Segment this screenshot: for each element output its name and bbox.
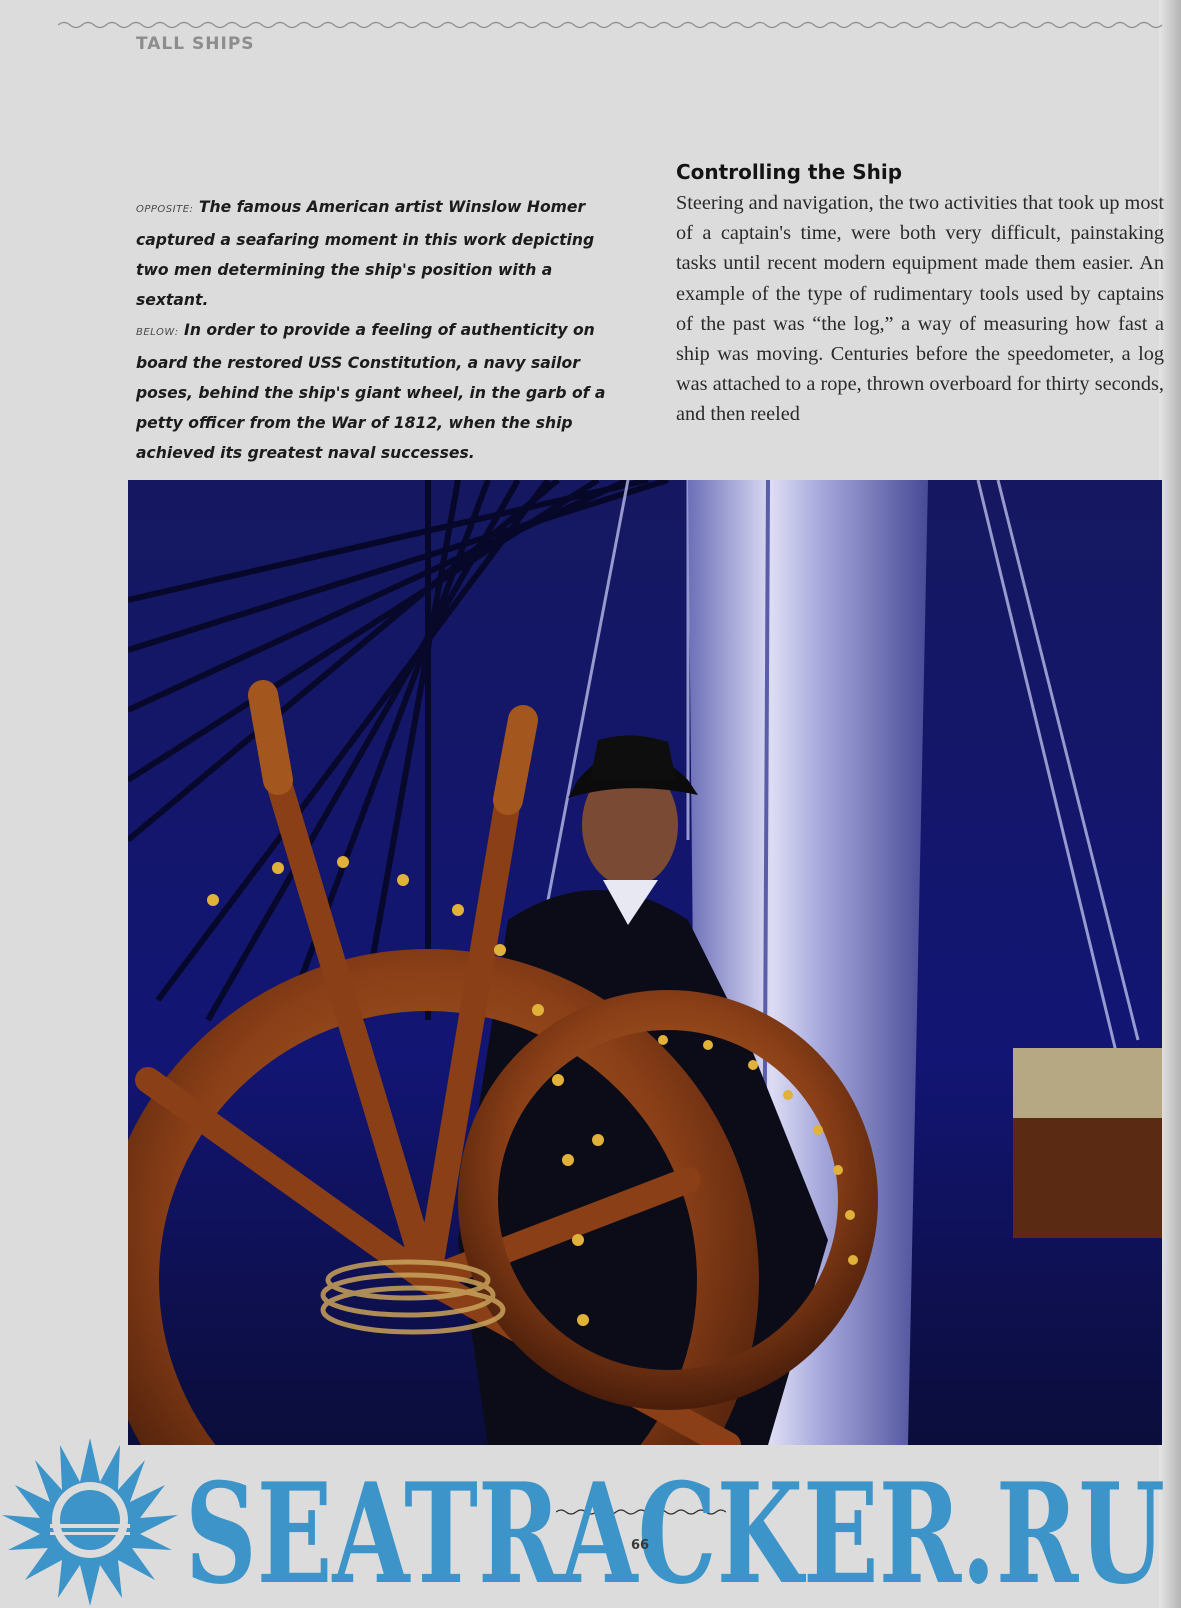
seatracker-watermark [0, 1420, 1181, 1608]
caption-opposite-tag: OPPOSITE: [136, 204, 194, 215]
caption-below-text: In order to provide a feeling of authenticity on board the restored USS Constitution, a navy sailor poses, behind the ship's giant wheel, in the garb of a petty officer from the War of 1812, when the ship achieved its greatest naval successes. [136, 321, 606, 462]
caption-opposite-text: The famous American artist Winslow Homer captured a seafaring moment in this work depicting two men determining the ship's position with a sextant. [136, 198, 595, 309]
running-head: TALL SHIPS [136, 34, 255, 54]
photo-caption [136, 192, 606, 468]
sun-icon [2, 1438, 178, 1606]
photo-illustration [128, 480, 1162, 1445]
ships-wheel-photo [128, 480, 1162, 1445]
page-number: 66 [631, 1538, 650, 1553]
caption-below-tag: BELOW: [136, 327, 179, 338]
section-heading: Controlling the Ship [676, 160, 903, 184]
section-body-text: Steering and navigation, the two activities that took up most of a captain's time, were both very difficult, painstaking tasks until recent modern equipment made them easier. An example of the type of rudimentary tools used by captains of the past was “the log,” a way of measuring how fast a ship was moving. Centuries before the speedometer, a log was attached to a rope, thrown overboard for thirty seconds, and then reeled [676, 192, 1164, 426]
watermark-text: SEATRACKER.RU [185, 1452, 1165, 1608]
top-wavy-rule [58, 18, 1166, 32]
